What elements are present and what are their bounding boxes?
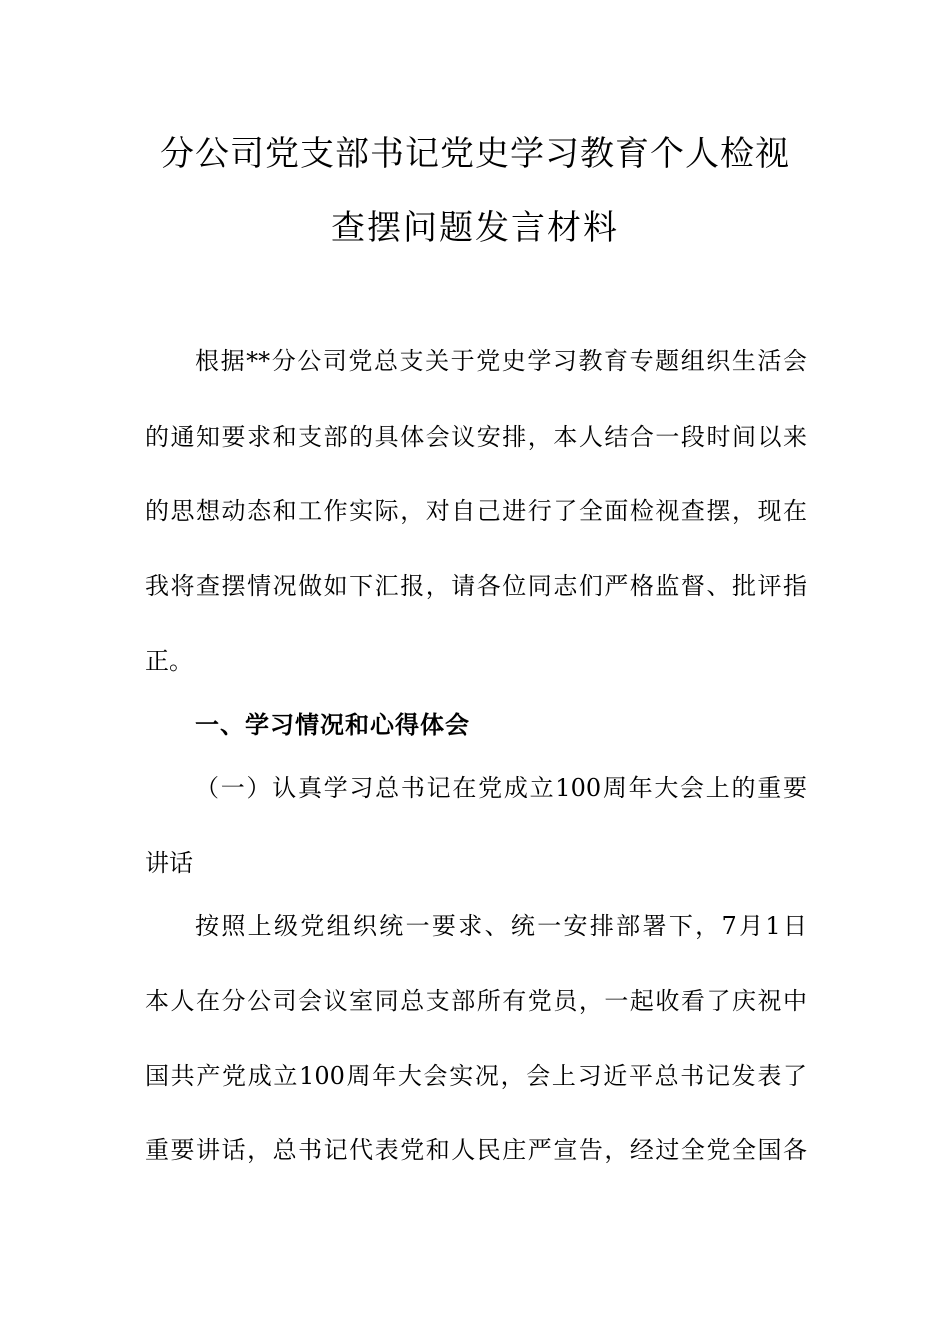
subheading-line-2: 讲话 xyxy=(145,849,193,877)
document-title-line-2: 查摆问题发言材料 xyxy=(331,208,619,248)
intro-line-1: 根据**分公司党总支关于党史学习教育专题组织生活会 xyxy=(195,347,807,375)
paragraph-line-2: 本人在分公司会议室同总支部所有党员，一起收看了庆祝中 xyxy=(145,987,807,1015)
section-heading: 一、学习情况和心得体会 xyxy=(195,710,470,739)
paragraph-line-4: 重要讲话，总书记代表党和人民庄严宣告，经过全党全国各 xyxy=(145,1136,807,1164)
intro-line-2: 的通知要求和支部的具体会议安排，本人结合一段时间以来 xyxy=(145,423,807,451)
subheading-line-1: （一）认真学习总书记在党成立100周年大会上的重要 xyxy=(195,774,807,802)
intro-line-3: 的思想动态和工作实际，对自己进行了全面检视查摆，现在 xyxy=(145,497,807,525)
paragraph-line-3: 国共产党成立100周年大会实况，会上习近平总书记发表了 xyxy=(145,1062,807,1090)
paragraph-line-1: 按照上级党组织统一要求、统一安排部署下，7月1日 xyxy=(195,912,807,940)
intro-line-4: 我将查摆情况做如下汇报，请各位同志们严格监督、批评指 xyxy=(145,572,807,600)
intro-line-5: 正。 xyxy=(145,647,193,675)
document-title-line-1: 分公司党支部书记党史学习教育个人检视 xyxy=(160,134,790,174)
